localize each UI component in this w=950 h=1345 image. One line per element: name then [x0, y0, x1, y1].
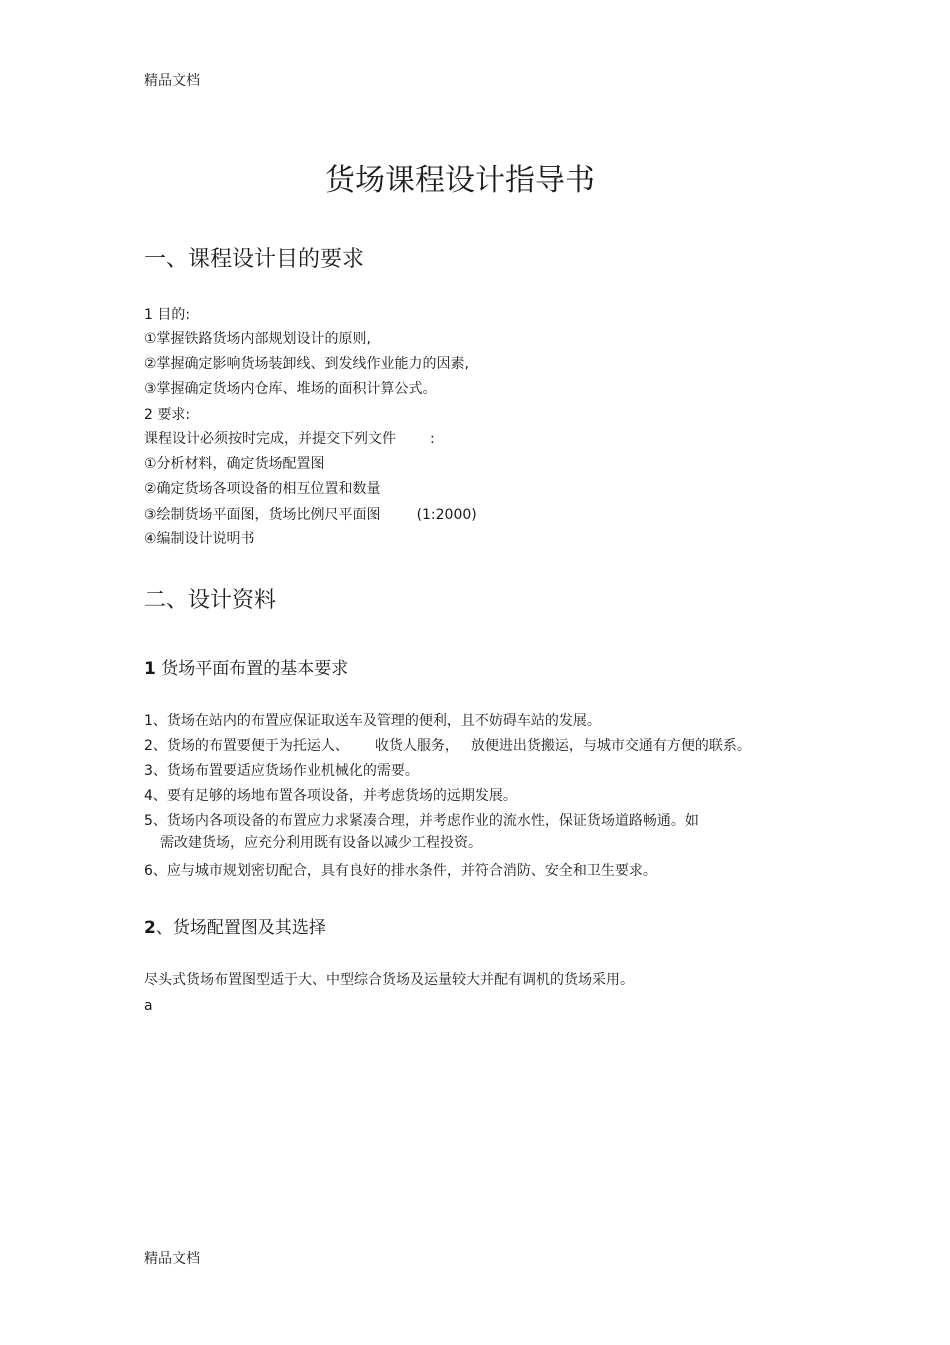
section-1-heading: 一、课程设计目的要求: [144, 247, 365, 272]
item-text: 、要有足够的场地布置各项设备，并考虑货场的远期发展。: [152, 788, 517, 804]
item-number: 4: [144, 788, 153, 804]
subsection-1-number: 1: [144, 659, 156, 679]
section-2-heading: 二、设计资料: [144, 588, 277, 613]
purpose-item-1: ①掌握铁路货场内部规划设计的原则,: [144, 331, 372, 347]
item-text: 、应与城市规划密切配合，具有良好的排水条件，并符合消防、安全和卫生要求。: [152, 863, 657, 879]
requirement-item-4: ④编制设计说明书: [144, 531, 255, 547]
purpose-label: 1 目的:: [144, 307, 191, 323]
item-text-b: 收货人服务，: [374, 738, 459, 754]
requirement-item-2: ②确定货场各项设备的相互位置和数量: [144, 481, 381, 497]
item-text: 、货场布置要适应货场作业机械化的需要。: [152, 763, 419, 779]
item-number: 6: [144, 863, 153, 879]
item-text-c: 放便进出货搬运，与城市交通有方便的联系。: [470, 738, 751, 754]
layout-requirement-2: [144, 736, 751, 756]
subsection-2-number: 2: [144, 918, 156, 938]
layout-requirement-3: [144, 761, 419, 781]
requirement-item-3: [144, 505, 477, 525]
subsection-1-title: 货场平面布置的基本要求: [161, 659, 349, 679]
item-text: 、货场内各项设备的布置应力求紧凑合理，并考虑作业的流水性，保证货场道路畅通。如: [152, 813, 699, 829]
purpose-item-3: ③掌握确定货场内仓库、堆场的面积计算公式。: [144, 381, 437, 397]
item-number: 2: [144, 738, 153, 754]
layout-requirement-4: [144, 786, 517, 806]
requirement-intro: [144, 429, 435, 449]
subsection-2-heading: [144, 913, 326, 938]
subsection-2-title: 、货场配置图及其选择: [155, 918, 326, 938]
purpose-item-2: ②掌握确定影响货场装卸线、到发线作业能力的因素,: [144, 356, 469, 372]
header-watermark: 精品文档: [144, 73, 200, 89]
subsection-1-heading: [144, 654, 348, 679]
requirement-item-1: ①分析材料，确定货场配置图: [144, 456, 325, 472]
requirement-intro-text: 课程设计必须按时完成，并提交下列文件: [144, 431, 396, 447]
requirement-item-3-text: ③绘制货场平面图，货场比例尺平面图: [144, 507, 381, 523]
scale-note: (1:2000): [416, 507, 477, 523]
item-number: 5: [144, 813, 153, 829]
layout-requirement-5: [144, 811, 699, 831]
footer-watermark: 精品文档: [144, 1251, 200, 1267]
configuration-tail-letter: a: [144, 998, 153, 1014]
requirement-intro-colon: :: [430, 431, 435, 447]
item-text: 、货场的布置要便于为托运人、: [152, 738, 349, 754]
item-number: 3: [144, 763, 153, 779]
layout-requirement-5-continued: 需改建货场，应充分利用既有设备以减少工程投资。: [160, 835, 482, 851]
layout-requirement-1: [144, 711, 601, 731]
configuration-paragraph: 尽头式货场布置图型适于大、中型综合货场及运量较大并配有调机的货场采用。: [144, 972, 634, 988]
requirement-label: 2 要求:: [144, 407, 191, 423]
document-title: 货场课程设计指导书: [325, 163, 595, 198]
layout-requirement-6: [144, 861, 657, 881]
item-number: 1: [144, 713, 153, 729]
item-text: 、货场在站内的布置应保证取送车及管理的便利，且不妨碍车站的发展。: [152, 713, 601, 729]
